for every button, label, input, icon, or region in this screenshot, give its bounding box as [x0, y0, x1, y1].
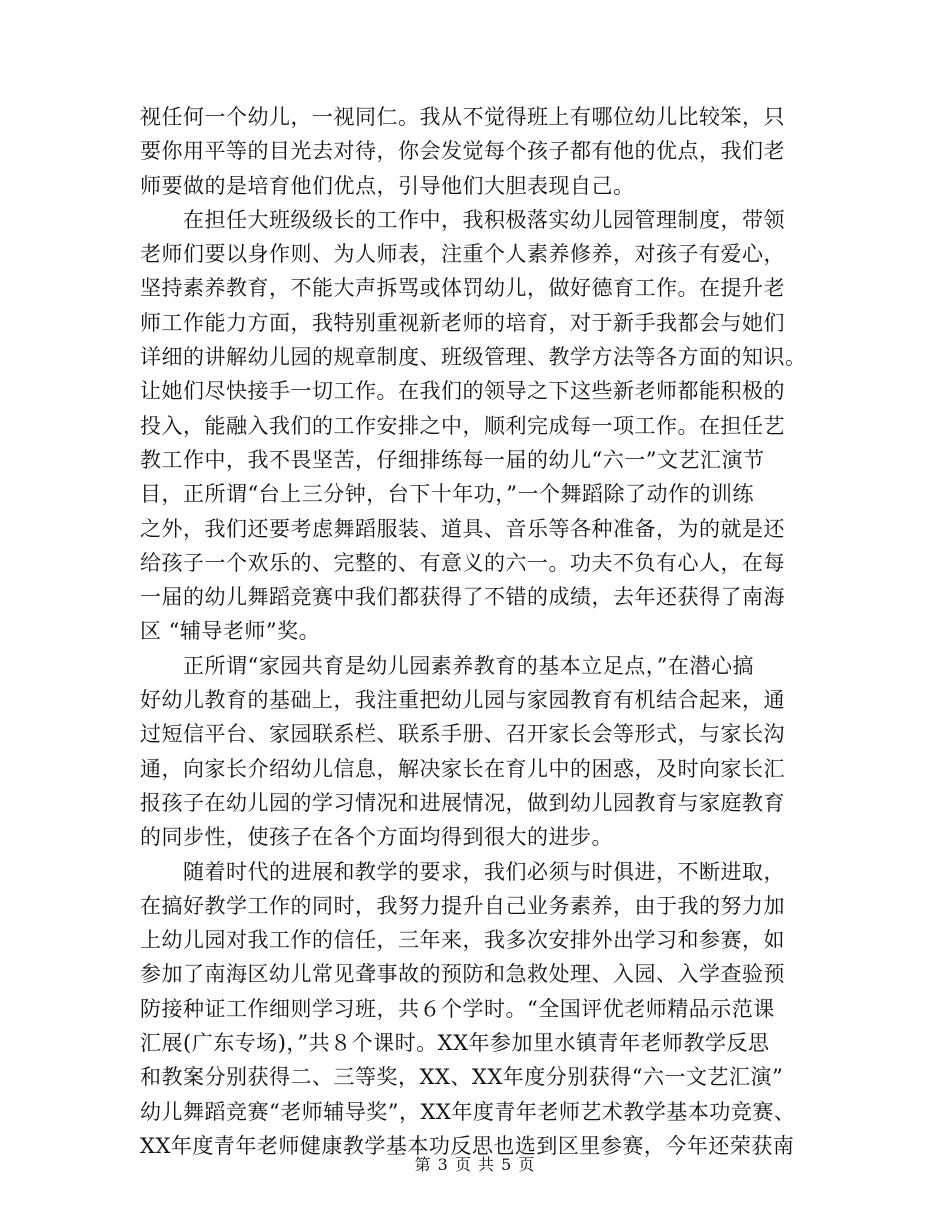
- text-line: 老师们要以身作则、为人师表，注重个人素养修养，对孩子有爱心，: [140, 242, 785, 267]
- text-line: 正所谓“家园共育是幼儿园素养教育的基本立足点，”在潜心搞: [140, 653, 754, 678]
- text-line: XX年度青年老师健康教学基本功反思也选到区里参赛，今年还荣获南: [140, 1133, 795, 1158]
- text-line: 在搞好教学工作的同时，我努力提升自己业务素养，由于我的努力加: [140, 893, 785, 918]
- text-line: 让她们尽快接手一切工作。在我们的领导之下这些新老师都能积极的: [140, 379, 785, 404]
- text-line: 教工作中，我不畏坚苦，仔细排练每一届的幼儿“六一”文艺汇演节: [140, 447, 765, 472]
- text-line: 的同步性，使孩子在各个方面均得到很大的进步。: [140, 825, 613, 850]
- text-line: 师工作能力方面，我特别重视新老师的培育，对于新手我都会与她们: [140, 310, 785, 335]
- text-line: 汇展(广东专场)，”共８个课时。XX年参加里水镇青年老师教学反思: [140, 1031, 770, 1056]
- text-line: 上幼儿园对我工作的信任，三年来，我多次安排外出学习和参赛，如: [140, 928, 785, 953]
- text-line: 师要做的是培育他们优点，引导他们大胆表现自己。: [140, 173, 635, 198]
- text-line: 随着时代的进展和教学的要求，我们必须与时俱进，不断进取，: [140, 859, 785, 884]
- text-line: 之外，我们还要考虑舞蹈服装、道具、音乐等各种准备，为的就是还: [140, 516, 785, 541]
- body-text: [140, 100, 820, 1163]
- text-line: 区 “辅导老师”奖。: [140, 619, 321, 644]
- text-line: 通，向家长介绍幼儿信息，解决家长在育儿中的困惑，及时向家长汇: [140, 756, 785, 781]
- text-line: 目，正所谓“台上三分钟，台下十年功，”一个舞蹈除了动作的训练: [140, 482, 754, 507]
- page-number-footer: 第 3 页 共 5 页: [414, 1155, 536, 1174]
- text-line: 一届的幼儿舞蹈竞赛中我们都获得了不错的成绩，去年还获得了南海: [140, 585, 785, 610]
- text-line: 给孩子一个欢乐的、完整的、有意义的六一。功夫不负有心人，在每: [140, 550, 785, 575]
- text-line: 报孩子在幼儿园的学习情况和进展情况，做到幼儿园教育与家庭教育: [140, 790, 785, 815]
- text-line: 参加了南海区幼儿常见聋事故的预防和急救处理、入园、入学查验预: [140, 962, 785, 987]
- text-line: 详细的讲解幼儿园的规章制度、班级管理、教学方法等各方面的知识。: [140, 345, 807, 370]
- text-line: 防接种证工作细则学习班，共６个学时。“全国评优老师精品示范课: [140, 996, 775, 1021]
- text-line: 坚持素养教育，不能大声拆骂或体罚幼儿，做好德育工作。在提升老: [140, 276, 785, 301]
- text-line: 在担任大班级级长的工作中，我积极落实幼儿园管理制度，带领: [140, 207, 785, 232]
- text-line: 好幼儿教育的基础上，我注重把幼儿园与家园教育有机结合起来，通: [140, 688, 785, 713]
- text-line: 投入，能融入我们的工作安排之中，顺利完成每一项工作。在担任艺: [140, 413, 785, 438]
- text-line: 视任何一个幼儿，一视同仁。我从不觉得班上有哪位幼儿比较笨，只: [140, 105, 785, 129]
- text-line: 过短信平台、家园联系栏、联系手册、召开家长会等形式，与家长沟: [140, 722, 785, 747]
- text-line: 要你用平等的目光去对待，你会发觉每个孩子都有他的优点，我们老: [140, 139, 785, 164]
- text-line: 和教案分别获得二、三等奖，XX、XX年度分别获得“六一文艺汇演”: [140, 1065, 784, 1090]
- text-line: 幼儿舞蹈竞赛“老师辅导奖”，XX年度青年老师艺术教学基本功竞赛、: [140, 1099, 796, 1124]
